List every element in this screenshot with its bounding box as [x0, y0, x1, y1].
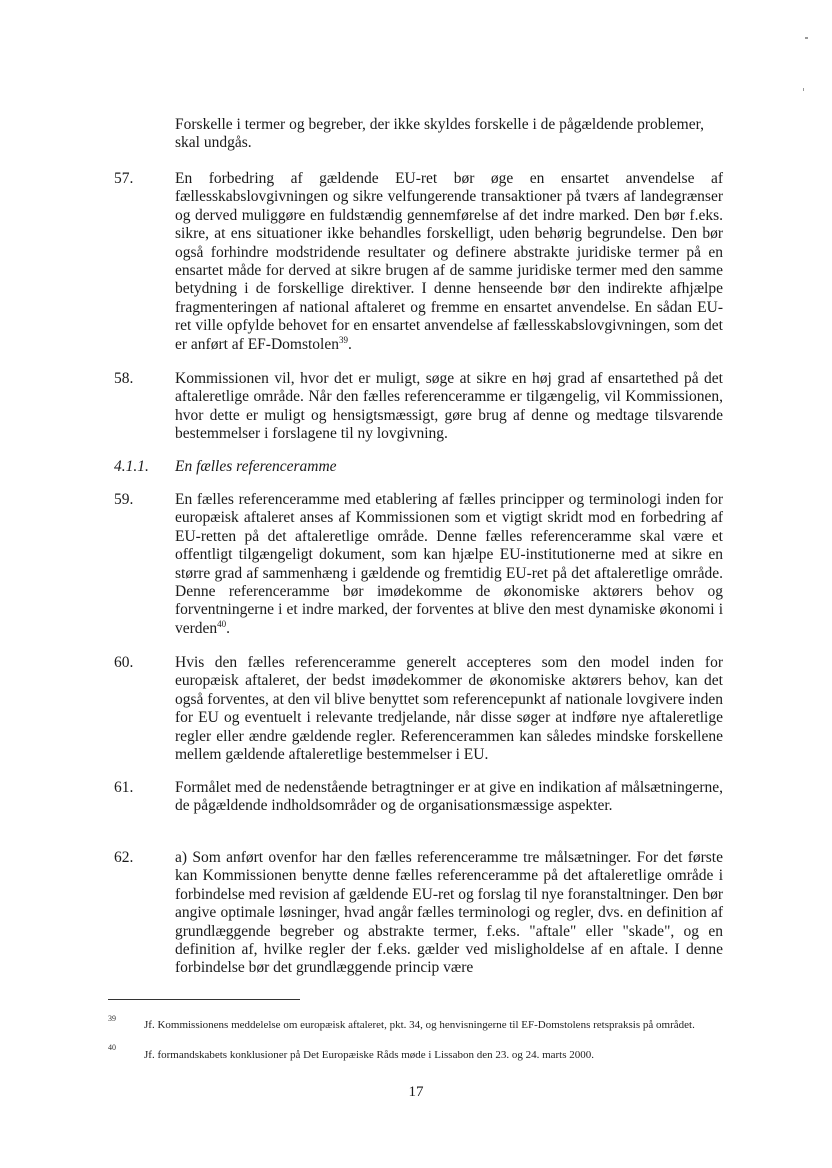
page-number: 17	[408, 1084, 424, 1100]
footnote-40: Jf. formandskabets konklusioner på Det Europæiske Råds møde i Lissabon den 23. og 24. marts 2000.	[144, 1049, 595, 1061]
paragraph-number-58: 58.	[114, 370, 134, 387]
section-heading: En fælles referenceramme	[175, 458, 337, 475]
paragraph-number-59: 59.	[114, 491, 134, 508]
paragraph-number-62: 62.	[114, 849, 134, 866]
section-heading-number: 4.1.1.	[114, 458, 149, 475]
intro-text: Forskelle i termer og begreber, der ikke skyldes forskelle i de pågældende problemer, skal undgås.	[175, 116, 705, 152]
paragraph-61: Formålet med de nedenstående betragtninger er at give en indikation af målsætningerne, de pågældende indholdsområder og de organisationsmæssige aspekter.	[175, 779, 723, 815]
footnote-separator	[108, 999, 300, 1000]
paragraph-59: En fælles referenceramme med etablering af fælles principper og terminologi inden for europæisk aftaleret anses af Kommissionen som et vigtigt skridt mod en forbedring af EU-retten på det aftaleretlige område. Denne fælles referenceramme skal være et offentligt tilgængeligt dokument, som kan hjælpe EU-institutionerne med at sikre en større grad af sammenhæng i gældende og fremtidig EU-ret på det aftaleretlige område. Denne referenceramme bør imødekomme de økonomiske aktørers behov og forventningerne i et indre marked, der forventes at blive den mest dynamiske økonomi i verden$^{40}$.	[175, 491, 723, 637]
footnote-ref-40[interactable]: 40	[217, 618, 227, 629]
footnote-mark-39: 39	[108, 1014, 116, 1023]
footnote-mark-40: 40	[108, 1043, 116, 1052]
paragraph-number-61: 61.	[114, 779, 134, 796]
scan-speck	[803, 88, 804, 91]
paragraph-58: Kommissionen vil, hvor det er muligt, søge at sikre en høj grad af ensartethed på det aftaleretlige område. Når den fælles referenceramme er tilgængelig, vil Kommissionen, hvor dette er muligt og hensigtsmæssigt, gøre brug af denne og medtage tilsvarende bestemmelser i forslagene til ny lovgivning.	[175, 370, 723, 443]
paragraph-number-57: 57.	[114, 170, 134, 187]
footnote-ref-39[interactable]: 39	[339, 334, 348, 345]
paragraph-60: Hvis den fælles referenceramme generelt accepteres som den model inden for europæisk aftaleret, der bedst imødekommer de økonomiske aktørers behov, kan det også forventes, at den vil blive benyttet som referencepunkt af nationale lovgivere inden for EU og eventuelt i relevante tredjelande, når disse søger at indføre nye aftaleretlige regler eller ændre gældende regler. Referencerammen kan således mindske forskellene mellem gældende aftaleretlige bestemmelser i EU.	[175, 654, 723, 764]
footnote-39: Jf. Kommissionens meddelelse om europæisk aftaleret, pkt. 34, og henvisningerne til EF-Domstolens retspraksis på området.	[144, 1019, 695, 1031]
paragraph-57-text: En forbedring af gældende EU-ret bør øge en ensartet anvendelse af fællesskabslovgivningen og sikre velfungerende transaktioner på tværs af landegrænser og derved muliggøre en fuldstændig gennemførelse af det indre marked. Den bør f.eks. sikre, at ens situationer ikke behandles forskelligt, uden behørig begrundelse. Den bør også forhindre modstridende resultater og definere abstrakte juridiske termer på en ensartet måde for derved at sikre brugen af de samme juridiske termer med den samme betydning i de forskellige direktiver. I denne henseende bør den indirekte afhjælpe fragmenteringen af national aftaleret og fremme en ensartet anvendelse. En sådan EU-ret ville opfylde behovet for en ensartet anvendelse af fællesskabslovgivningen, som det er anført af EF-Domstolen	[175, 170, 723, 353]
paragraph-59-text: En fælles referenceramme med etablering af fælles principper og terminologi inden for europæisk aftaleret anses af Kommissionen som et vigtigt skridt mod en forbedring af EU-retten på det aftaleretlige område. Denne fælles referenceramme skal være et offentligt tilgængeligt dokument, som kan hjælpe EU-institutionerne med at sikre en større grad af sammenhæng i gældende og fremtidig EU-ret på det aftaleretlige område. Denne referenceramme bør imødekomme de økonomiske aktørers behov og forventningerne i et indre marked, der forventes at blive den mest dynamiske økonomi i verden	[175, 491, 723, 637]
paragraph-57: En forbedring af gældende EU-ret bør øge en ensartet anvendelse af fællesskabslovgivningen og sikre velfungerende transaktioner på tværs af landegrænser og derved muliggøre en fuldstændig gennemførelse af det indre marked. Den bør f.eks. sikre, at ens situationer ikke behandles forskelligt, uden behørig begrundelse. Den bør også forhindre modstridende resultater og definere abstrakte juridiske termer på en ensartet måde for derved at sikre brugen af de samme juridiske termer med den samme betydning i de forskellige direktiver. I denne henseende bør den indirekte afhjælpe fragmenteringen af national aftaleret og fremme en ensartet anvendelse. En sådan EU-ret ville opfylde behovet for en ensartet anvendelse af fællesskabslovgivningen, som det er anført af EF-Domstolen$^{39}$.	[175, 170, 723, 353]
scan-speck	[805, 37, 808, 39]
paragraph-62: a) Som anført ovenfor har den fælles referenceramme tre målsætninger. For det første kan Kommissionen benytte denne fælles referenceramme på det aftaleretlige område i forbindelse med revision af gældende EU-ret og forslag til nye foranstaltninger. Den bør angive optimale løsninger, hvad angår fælles terminologi og regler, dvs. en definition af grundlæggende begreber og abstrakte termer, f.eks. "aftale" eller "skade", og en definition af, hvilke regler der f.eks. gælder ved misligholdelse af en aftale. I denne forbindelse bør det grundlæggende princip være	[175, 849, 723, 977]
paragraph-number-60: 60.	[114, 654, 134, 671]
